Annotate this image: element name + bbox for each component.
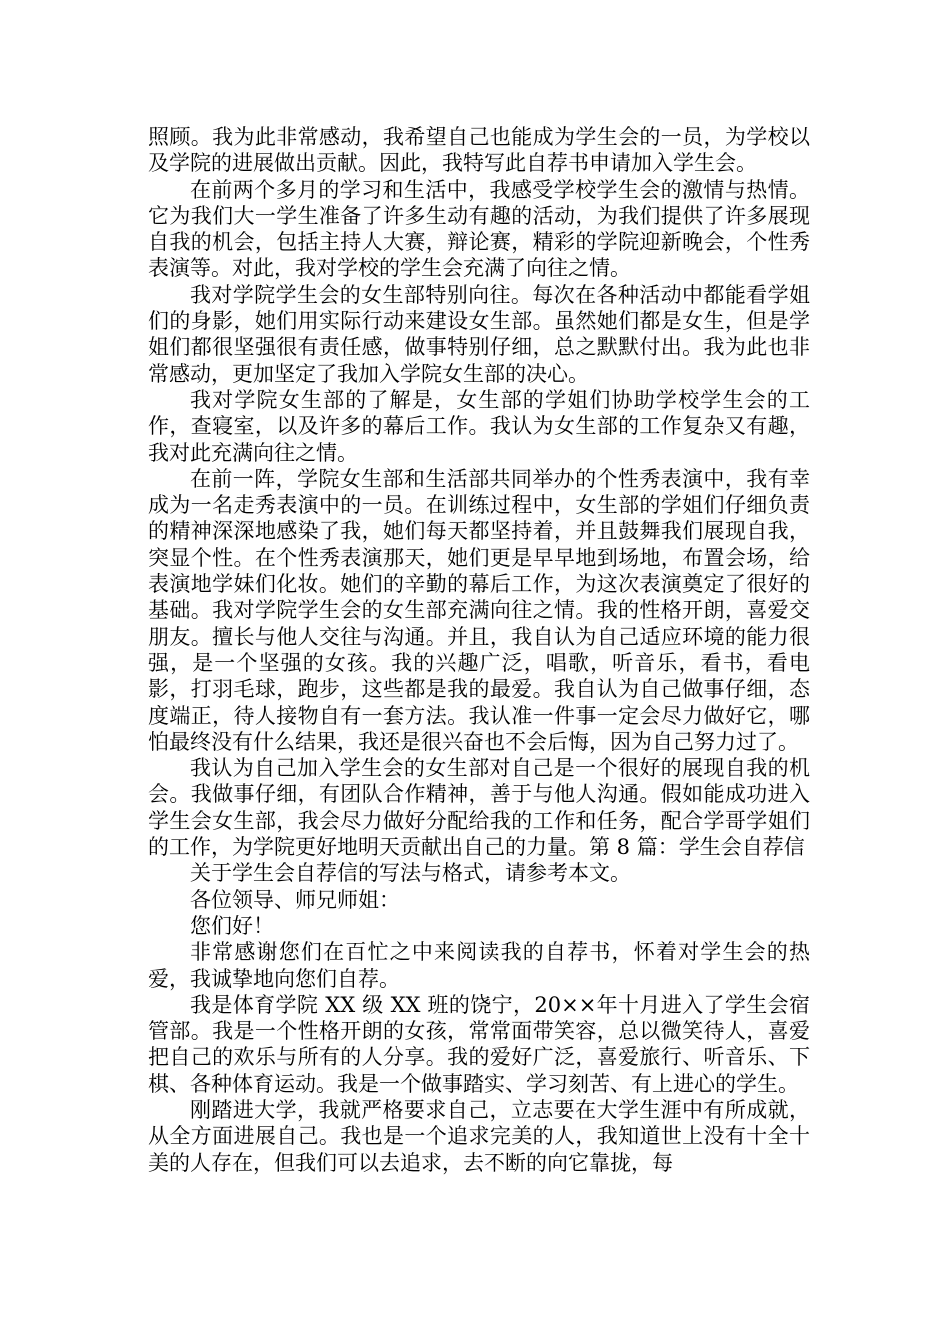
paragraph-6: 我认为自己加入学生会的女生部对自己是一个很好的展现自我的机会。我做事仔细，有团队合作精神，善于与他人沟通。假如能成功进入学生会女生部，我会尽力做好分配给我的工作和任务，配合学哥学姐们的工作，为学院更好地明天贡献出自己的力量。第 8 篇：学生会自荐信 [148, 756, 810, 860]
paragraph-12: 刚踏进大学，我就严格要求自己，立志要在大学生涯中有所成就，从全方面进展自己。我也是一个追求完美的人，我知道世上没有十全十美的人存在，但我们可以去追求，去不断的向它靠拢，每 [148, 1097, 810, 1175]
paragraph-4: 我对学院女生部的了解是，女生部的学姐们协助学校学生会的工作，查寝室，以及许多的幕后工作。我认为女生部的工作复杂又有趣，我对此充满向往之情。 [148, 387, 810, 465]
document-body [148, 124, 810, 1176]
paragraph-5: 在前一阵，学院女生部和生活部共同举办的个性秀表演中，我有幸成为一名走秀表演中的一员。在训练过程中，女生部的学姐们仔细负责的精神深深地感染了我，她们每天都坚持着，并且鼓舞我们展现自我，突显个性。在个性秀表演那天，她们更是早早地到场地，布置会场，给表演地学妹们化妆。她们的辛勤的幕后工作，为这次表演奠定了很好的基础。我对学院学生会的女生部充满向往之情。我的性格开朗，喜爱交朋友。擅长与他人交往与沟通。并且，我自认为自己适应环境的能力很强，是一个坚强的女孩。我的兴趣广泛，唱歌，听音乐，看书，看电影，打羽毛球，跑步，这些都是我的最爱。我自认为自己做事仔细，态度端正，待人接物自有一套方法。我认准一件事一定会尽力做好它，哪怕最终没有什么结果，我还是很兴奋也不会后悔，因为自己努力过了。 [148, 466, 810, 754]
paragraph-11: 我是体育学院 XX 级 XX 班的饶宁，20××年十月进入了学生会宿管部。我是一个性格开朗的女孩，常常面带笑容，总以微笑待人，喜爱把自己的欢乐与所有的人分享。我的爱好广泛，喜爱旅行、听音乐、下棋、各种体育运动。我是一个做事踏实、学习刻苦、有上进心的学生。 [148, 992, 810, 1096]
paragraph-2: 在前两个多月的学习和生活中，我感受学校学生会的激情与热情。它为我们大一学生准备了许多生动有趣的活动，为我们提供了许多展现自我的机会，包括主持人大赛，辩论赛，精彩的学院迎新晚会，个性秀表演等。对此，我对学校的学生会充满了向往之情。 [148, 177, 810, 281]
greeting: 您们好！ [190, 913, 274, 938]
paragraph-7: 关于学生会自荐信的写法与格式，请参考本文。 [190, 861, 631, 886]
salutation: 各位领导、师兄师姐： [190, 887, 400, 912]
paragraph-3: 我对学院学生会的女生部特别向往。每次在各种活动中都能看学姐们的身影，她们用实际行动来建设女生部。虽然她们都是女生，但是学姐们都很坚强很有责任感，做事特别仔细，总之默默付出。我为此也非常感动，更加坚定了我加入学院女生部的决心。 [148, 282, 810, 386]
paragraph-10: 非常感谢您们在百忙之中来阅读我的自荐书，怀着对学生会的热爱，我诚挚地向您们自荐。 [148, 940, 810, 991]
paragraph-1: 照顾。我为此非常感动，我希望自己也能成为学生会的一员，为学校以及学院的进展做出贡献。因此，我特写此自荐书申请加入学生会。 [148, 125, 810, 176]
